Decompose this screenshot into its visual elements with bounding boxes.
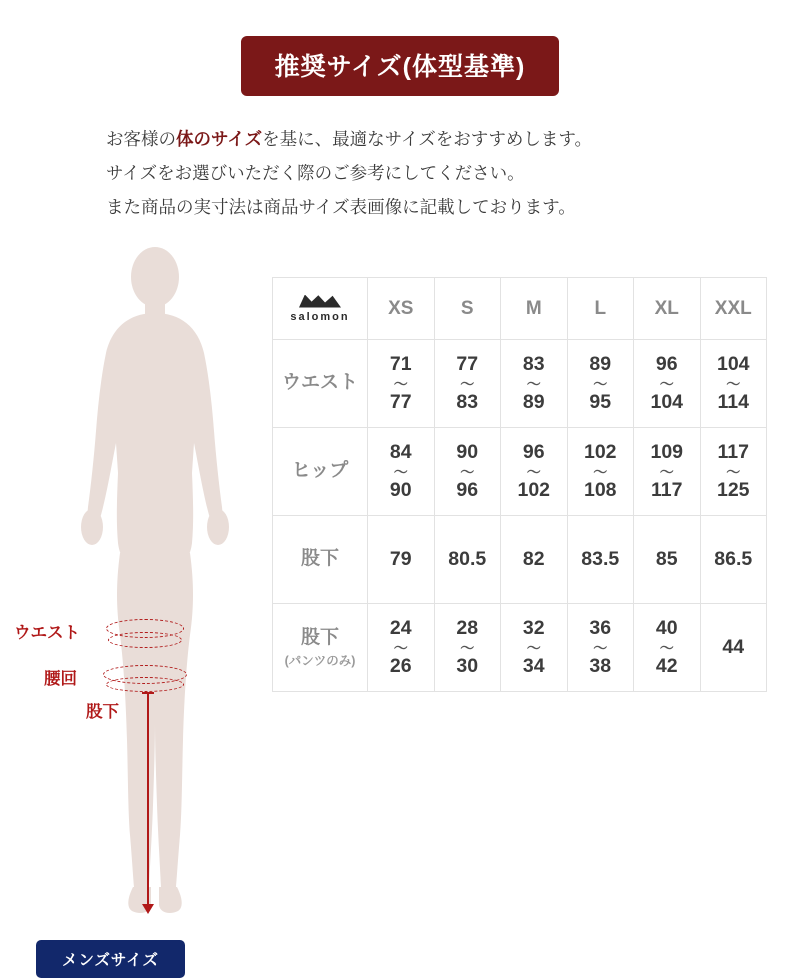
column-header-xxl: XXL <box>700 278 767 340</box>
range-separator: 〜 <box>460 639 475 656</box>
range-separator: 〜 <box>593 375 608 392</box>
value-range <box>436 618 500 678</box>
figure-label-hip: 腰回 <box>44 670 77 688</box>
figure-label-waist: ウエスト <box>14 624 80 642</box>
figure-label-inseam: 股下 <box>86 703 119 721</box>
brand-name: salomon <box>290 310 350 323</box>
table-row <box>273 516 767 604</box>
table-cell: 86.5 <box>700 516 767 604</box>
range-min: 36 <box>589 616 612 639</box>
range-max: 90 <box>389 478 412 501</box>
value-range <box>569 354 633 414</box>
size-table-head <box>273 278 767 340</box>
value-range <box>436 354 500 414</box>
column-header-m: M <box>501 278 568 340</box>
row-label: ウエスト <box>273 340 368 428</box>
range-max: 30 <box>456 654 479 677</box>
range-separator: 〜 <box>526 375 541 392</box>
range-min: 89 <box>589 352 612 375</box>
salomon-mark-icon <box>299 295 341 308</box>
range-max: 83 <box>456 390 479 413</box>
mens-size-badge: メンズサイズ <box>36 940 185 978</box>
range-separator: 〜 <box>393 375 408 392</box>
size-table <box>272 277 767 692</box>
value-range <box>702 354 766 414</box>
hip-ellipse-secondary-icon <box>106 677 184 692</box>
table-row <box>273 340 767 428</box>
range-separator: 〜 <box>659 463 674 480</box>
range-max: 108 <box>583 478 617 501</box>
range-separator: 〜 <box>460 463 475 480</box>
size-table-body <box>273 340 767 692</box>
range-max: 104 <box>650 390 684 413</box>
intro-line-3: また商品の実寸法は商品サイズ表画像に記載しております。 <box>106 197 576 218</box>
value-range <box>635 354 699 414</box>
intro-emphasis-body: 体の <box>176 129 211 149</box>
range-min: 77 <box>456 352 479 375</box>
row-sublabel: (パンツのみ) <box>284 653 356 668</box>
range-min: 96 <box>522 440 545 463</box>
value-range <box>502 354 566 414</box>
range-min: 117 <box>717 440 749 463</box>
table-cell: 80.5 <box>434 516 501 604</box>
table-cell: 82 <box>501 516 568 604</box>
range-min: 84 <box>389 440 412 463</box>
column-header-l: L <box>567 278 634 340</box>
body-silhouette-icon <box>60 235 250 935</box>
range-min: 28 <box>456 616 479 639</box>
range-max: 96 <box>456 478 479 501</box>
value-range <box>369 354 433 414</box>
table-cell: 44 <box>700 604 767 692</box>
value-range <box>702 442 766 502</box>
table-cell <box>368 428 435 516</box>
table-cell <box>501 428 568 516</box>
value-range <box>436 442 500 502</box>
range-max: 38 <box>589 654 612 677</box>
salomon-logo-icon <box>274 295 366 323</box>
range-max: 102 <box>517 478 551 501</box>
table-cell <box>700 428 767 516</box>
row-label: 股下 (パンツのみ) <box>273 604 368 692</box>
range-separator: 〜 <box>393 639 408 656</box>
range-separator: 〜 <box>526 463 541 480</box>
page-title: 推奨サイズ(体型基準) <box>241 36 560 96</box>
value-range <box>369 442 433 502</box>
range-min: 96 <box>655 352 678 375</box>
row-label: ヒップ <box>273 428 368 516</box>
intro-line1-part-a: お客様の <box>106 129 176 149</box>
range-max: 77 <box>389 390 412 413</box>
table-cell: 79 <box>368 516 435 604</box>
table-cell <box>634 340 701 428</box>
table-row <box>273 604 767 692</box>
table-cell <box>634 604 701 692</box>
range-separator: 〜 <box>393 463 408 480</box>
table-cell <box>434 604 501 692</box>
value-range <box>569 618 633 678</box>
range-max: 114 <box>717 390 749 413</box>
table-cell <box>368 340 435 428</box>
range-min: 90 <box>456 440 479 463</box>
range-separator: 〜 <box>593 463 608 480</box>
value-range <box>502 442 566 502</box>
column-header-xs: XS <box>368 278 435 340</box>
range-min: 104 <box>716 352 750 375</box>
column-header-s: S <box>434 278 501 340</box>
range-min: 109 <box>650 440 684 463</box>
range-min: 102 <box>583 440 617 463</box>
brand-logo-cell <box>273 278 368 340</box>
range-min: 24 <box>389 616 412 639</box>
header-banner-wrap <box>0 0 800 96</box>
intro-paragraph <box>0 122 800 224</box>
table-cell: 83.5 <box>567 516 634 604</box>
intro-line-1 <box>106 122 800 156</box>
value-range <box>502 618 566 678</box>
value-range <box>635 618 699 678</box>
range-min: 83 <box>522 352 545 375</box>
intro-line1-part-d: を基に、最適なサイズをおすすめします。 <box>262 129 592 149</box>
table-cell <box>634 428 701 516</box>
range-max: 95 <box>589 390 612 413</box>
table-cell <box>567 428 634 516</box>
value-range <box>569 442 633 502</box>
range-max: 89 <box>522 390 545 413</box>
range-min: 71 <box>389 352 412 375</box>
table-cell <box>567 604 634 692</box>
range-separator: 〜 <box>593 639 608 656</box>
range-min: 40 <box>655 616 678 639</box>
table-cell <box>368 604 435 692</box>
range-separator: 〜 <box>726 375 741 392</box>
range-max: 42 <box>655 654 678 677</box>
table-cell <box>434 340 501 428</box>
waist-ellipse-secondary-icon <box>108 632 182 648</box>
table-cell <box>501 604 568 692</box>
value-range <box>635 442 699 502</box>
column-header-xl: XL <box>634 278 701 340</box>
table-cell <box>501 340 568 428</box>
range-separator: 〜 <box>460 375 475 392</box>
range-max: 26 <box>389 654 412 677</box>
body-figure-area <box>0 215 270 969</box>
inseam-arrow-icon <box>147 693 149 905</box>
range-max: 117 <box>651 478 683 501</box>
range-separator: 〜 <box>726 463 741 480</box>
range-max: 34 <box>522 654 545 677</box>
table-row <box>273 428 767 516</box>
table-cell <box>434 428 501 516</box>
range-separator: 〜 <box>659 375 674 392</box>
size-table-wrap <box>272 277 767 692</box>
table-cell <box>700 340 767 428</box>
row-label: 股下 <box>273 516 368 604</box>
value-range <box>369 618 433 678</box>
table-cell: 85 <box>634 516 701 604</box>
range-separator: 〜 <box>659 639 674 656</box>
range-separator: 〜 <box>526 639 541 656</box>
intro-emphasis-size: サイズ <box>211 129 263 149</box>
range-max: 125 <box>716 478 750 501</box>
table-cell <box>567 340 634 428</box>
table-header-row <box>273 278 767 340</box>
range-min: 32 <box>522 616 545 639</box>
intro-line-2: サイズをお選びいただく際のご参考にしてください。 <box>106 163 525 184</box>
